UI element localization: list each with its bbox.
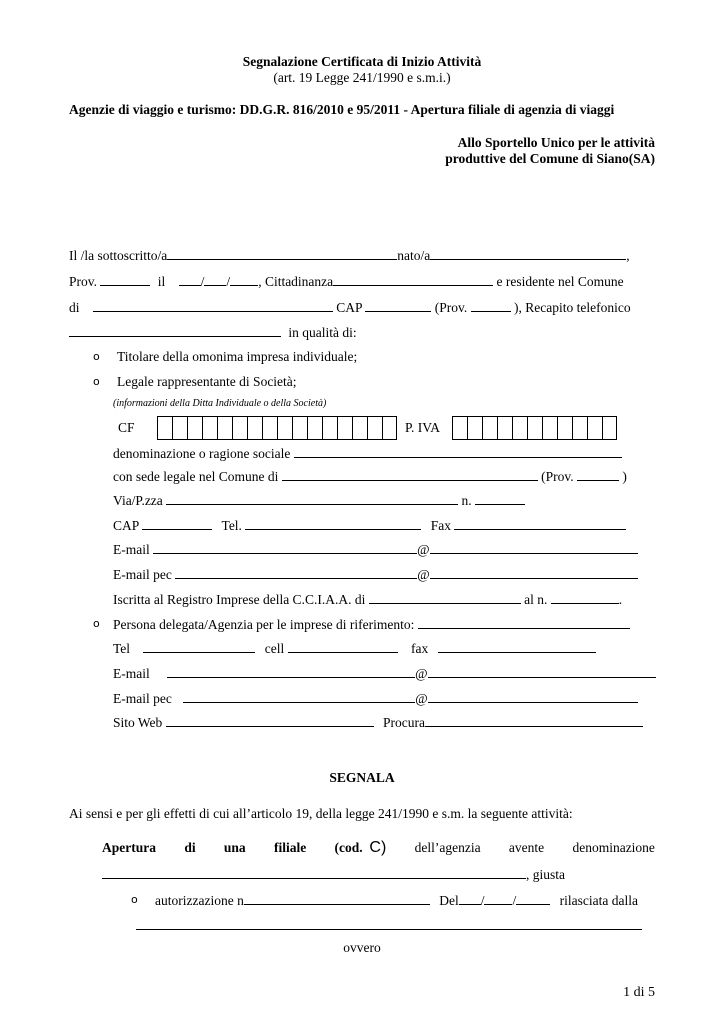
company-email-user-field[interactable]	[153, 541, 417, 554]
label-nato: nato/a	[397, 248, 431, 263]
word-apertura: Apertura	[102, 840, 156, 855]
delegate-site-field[interactable]	[166, 714, 374, 727]
period: .	[618, 592, 623, 607]
agency-name-line	[102, 866, 565, 883]
label-prov: (Prov.	[434, 300, 468, 315]
label-iscritta: Iscritta al Registro Imprese della C.C.I.A.A. di	[113, 592, 366, 607]
cf-box[interactable]	[367, 416, 382, 440]
birth-day-field[interactable]	[179, 273, 201, 286]
label-di: di	[69, 300, 80, 315]
company-sede-line	[113, 468, 627, 485]
piva-box[interactable]	[587, 416, 602, 440]
label-cittadinanza: , Cittadinanza	[258, 274, 334, 289]
radio-legale[interactable]: o	[93, 375, 100, 388]
cf-box[interactable]	[247, 416, 262, 440]
label-fax: Fax	[430, 518, 451, 533]
piva-boxes[interactable]	[452, 416, 617, 440]
company-fax-field[interactable]	[454, 517, 626, 530]
label-prov: Prov.	[69, 274, 98, 289]
cf-boxes[interactable]	[157, 416, 397, 440]
label-email: E-mail	[113, 542, 150, 557]
piva-box[interactable]	[557, 416, 572, 440]
delegate-procura-field[interactable]	[425, 714, 643, 727]
delegate-email-line	[113, 665, 656, 682]
option-legale: Legale rappresentante di Società;	[117, 374, 297, 389]
company-email-line	[113, 541, 638, 558]
agency-name-field[interactable]	[102, 866, 526, 879]
slash: /	[512, 893, 517, 908]
cf-box[interactable]	[352, 416, 367, 440]
cf-box[interactable]	[187, 416, 202, 440]
word-filiale: filiale	[273, 840, 307, 855]
residence-comune-field[interactable]	[93, 299, 333, 312]
declarant-line-4	[69, 324, 357, 341]
delegate-pec-user-field[interactable]	[183, 690, 415, 703]
radio-titolare[interactable]: o	[93, 350, 100, 363]
authorization-number-field[interactable]	[244, 892, 430, 905]
company-email-domain-field[interactable]	[430, 541, 638, 554]
label-fax: fax	[411, 641, 429, 656]
word-dellagenzia: dell’agenzia	[414, 840, 481, 855]
word-avente: avente	[508, 840, 545, 855]
piva-box[interactable]	[482, 416, 497, 440]
piva-box[interactable]	[527, 416, 542, 440]
label-giusta: , giusta	[526, 867, 565, 882]
label-cap: CAP	[113, 518, 139, 533]
company-pec-domain-field[interactable]	[430, 566, 638, 579]
recipient-line-2: produttive del Comune di Siano(SA)	[445, 151, 655, 166]
word-una: una	[223, 840, 246, 855]
company-name-field[interactable]	[294, 445, 622, 458]
residence-prov-field[interactable]	[471, 299, 511, 312]
cf-box[interactable]	[262, 416, 277, 440]
delegate-name-field[interactable]	[418, 616, 630, 629]
piva-box[interactable]	[452, 416, 467, 440]
autorizzazione-line	[155, 892, 638, 909]
cf-box[interactable]	[307, 416, 322, 440]
citizenship-field[interactable]	[333, 273, 493, 286]
label-via: Via/P.zza	[113, 493, 163, 508]
label-cap: CAP	[336, 300, 363, 315]
option-titolare: Titolare della omonima impresa individuale;	[117, 349, 358, 364]
delegate-email-domain-field[interactable]	[428, 665, 656, 678]
paren-close: )	[622, 469, 627, 484]
label-rilasciata: rilasciata dalla	[559, 893, 638, 908]
delegate-fax-field[interactable]	[438, 640, 596, 653]
piva-box[interactable]	[512, 416, 527, 440]
cf-box[interactable]	[172, 416, 187, 440]
delegate-tel-field[interactable]	[143, 640, 255, 653]
word-cod-text: (cod.	[334, 840, 363, 855]
label-cell: cell	[264, 641, 285, 656]
name-field[interactable]	[167, 247, 397, 260]
slash: /	[200, 274, 205, 289]
label-prov: (Prov.	[541, 469, 574, 484]
cf-box[interactable]	[382, 416, 397, 440]
document-title: Segnalazione Certificata di Inizio Attività	[242, 54, 482, 69]
info-note: (informazioni della Ditta Individuale o della Società)	[113, 398, 327, 409]
document-topic: Agenzie di viaggio e turismo: DD.G.R. 816/2010 e 95/2011 - Apertura filiale di agenzia di viaggi	[69, 102, 615, 117]
at-sign: @	[415, 666, 428, 681]
delegate-contacts-line	[113, 640, 596, 657]
company-number-field[interactable]	[475, 492, 525, 505]
label-email-pec: E-mail pec	[113, 567, 172, 582]
company-prov-field[interactable]	[577, 468, 619, 481]
label-n: n.	[461, 493, 472, 508]
word-denominazione: denominazione	[572, 840, 655, 855]
label-tel: Tel.	[221, 518, 242, 533]
word-cod	[335, 840, 387, 856]
label-del: Del	[439, 893, 459, 908]
company-tel-field[interactable]	[245, 517, 421, 530]
company-denominazione-line	[113, 445, 622, 462]
option-persona: Persona delegata/Agenzia per le imprese di riferimento:	[113, 617, 415, 632]
apertura-line	[102, 840, 655, 856]
delegate-pec-line	[113, 690, 638, 707]
phone-field[interactable]	[69, 324, 281, 337]
label-piva: P. IVA	[405, 420, 441, 435]
auth-year-field[interactable]	[516, 892, 550, 905]
cciaa-field[interactable]	[369, 591, 521, 604]
company-via-line	[113, 492, 525, 509]
company-pec-user-field[interactable]	[175, 566, 417, 579]
label-procura: Procura	[383, 715, 426, 730]
label-sito: Sito Web	[113, 715, 163, 730]
label-al-n: al n.	[524, 592, 548, 607]
auth-day-field[interactable]	[459, 892, 481, 905]
at-sign: @	[415, 691, 428, 706]
delegate-pec-domain-field[interactable]	[428, 690, 638, 703]
declarant-line-1	[69, 247, 630, 264]
slash: /	[480, 893, 485, 908]
company-registro-line	[113, 591, 622, 608]
piva-box[interactable]	[542, 416, 557, 440]
label-denominazione: denominazione o ragione sociale	[113, 446, 291, 461]
company-street-field[interactable]	[166, 492, 458, 505]
segnala-heading: SEGNALA	[329, 770, 395, 785]
cf-box[interactable]	[292, 416, 307, 440]
delegate-web-line	[113, 714, 643, 731]
segnala-intro: Ai sensi e per gli effetti di cui all’articolo 19, della legge 241/1990 e s.m. la seguente attività:	[69, 806, 573, 821]
comma: ,	[626, 248, 630, 263]
declarant-line-3	[69, 299, 631, 316]
ovvero-text: ovvero	[343, 940, 381, 955]
label-autorizzazione: autorizzazione n	[155, 893, 244, 908]
label-tel: Tel	[113, 641, 131, 656]
label-recapito: ), Recapito telefonico	[514, 300, 631, 315]
radio-persona[interactable]: o	[93, 617, 100, 630]
cf-box[interactable]	[232, 416, 247, 440]
birthplace-field[interactable]	[430, 247, 626, 260]
label-sede: con sede legale nel Comune di	[113, 469, 279, 484]
label-sottoscritto: Il /la sottoscritto/a	[69, 248, 168, 263]
cf-box[interactable]	[337, 416, 352, 440]
declarant-line-2	[69, 273, 624, 290]
birth-prov-field[interactable]	[100, 273, 150, 286]
label-email-pec: E-mail pec	[113, 691, 172, 706]
issuer-field[interactable]	[136, 917, 642, 930]
delegate-cell-field[interactable]	[288, 640, 398, 653]
label-il: il	[157, 274, 166, 289]
company-comune-field[interactable]	[282, 468, 538, 481]
piva-box[interactable]	[467, 416, 482, 440]
piva-box[interactable]	[572, 416, 587, 440]
label-residente: e residente nel Comune	[496, 274, 624, 289]
company-pec-line	[113, 566, 638, 583]
issuer-line	[136, 917, 642, 934]
piva-box[interactable]	[602, 416, 617, 440]
cf-box[interactable]	[157, 416, 172, 440]
registro-number-field[interactable]	[551, 591, 619, 604]
delegate-email-user-field[interactable]	[167, 665, 415, 678]
cf-box[interactable]	[322, 416, 337, 440]
company-cap-field[interactable]	[142, 517, 212, 530]
radio-autorizzazione[interactable]: o	[131, 893, 138, 906]
cf-box[interactable]	[217, 416, 232, 440]
at-sign: @	[417, 567, 430, 582]
recipient-line-1: Allo Sportello Unico per le attività	[457, 135, 655, 150]
auth-month-field[interactable]	[484, 892, 512, 905]
residence-cap-field[interactable]	[365, 299, 431, 312]
code-letter: C)	[369, 839, 387, 856]
birth-year-field[interactable]	[230, 273, 258, 286]
label-qualita: in qualità di:	[288, 325, 357, 340]
piva-box[interactable]	[497, 416, 512, 440]
document-subtitle: (art. 19 Legge 241/1990 e s.m.i.)	[273, 70, 451, 85]
cf-box[interactable]	[202, 416, 217, 440]
cf-box[interactable]	[277, 416, 292, 440]
slash: /	[226, 274, 231, 289]
delegate-line	[113, 616, 630, 633]
company-contacts-line	[113, 517, 626, 534]
birth-month-field[interactable]	[204, 273, 226, 286]
label-cf: CF	[118, 420, 135, 435]
label-email: E-mail	[113, 666, 150, 681]
page-number: 1 di 5	[623, 985, 655, 1000]
word-di: di	[184, 840, 196, 855]
at-sign: @	[417, 542, 430, 557]
